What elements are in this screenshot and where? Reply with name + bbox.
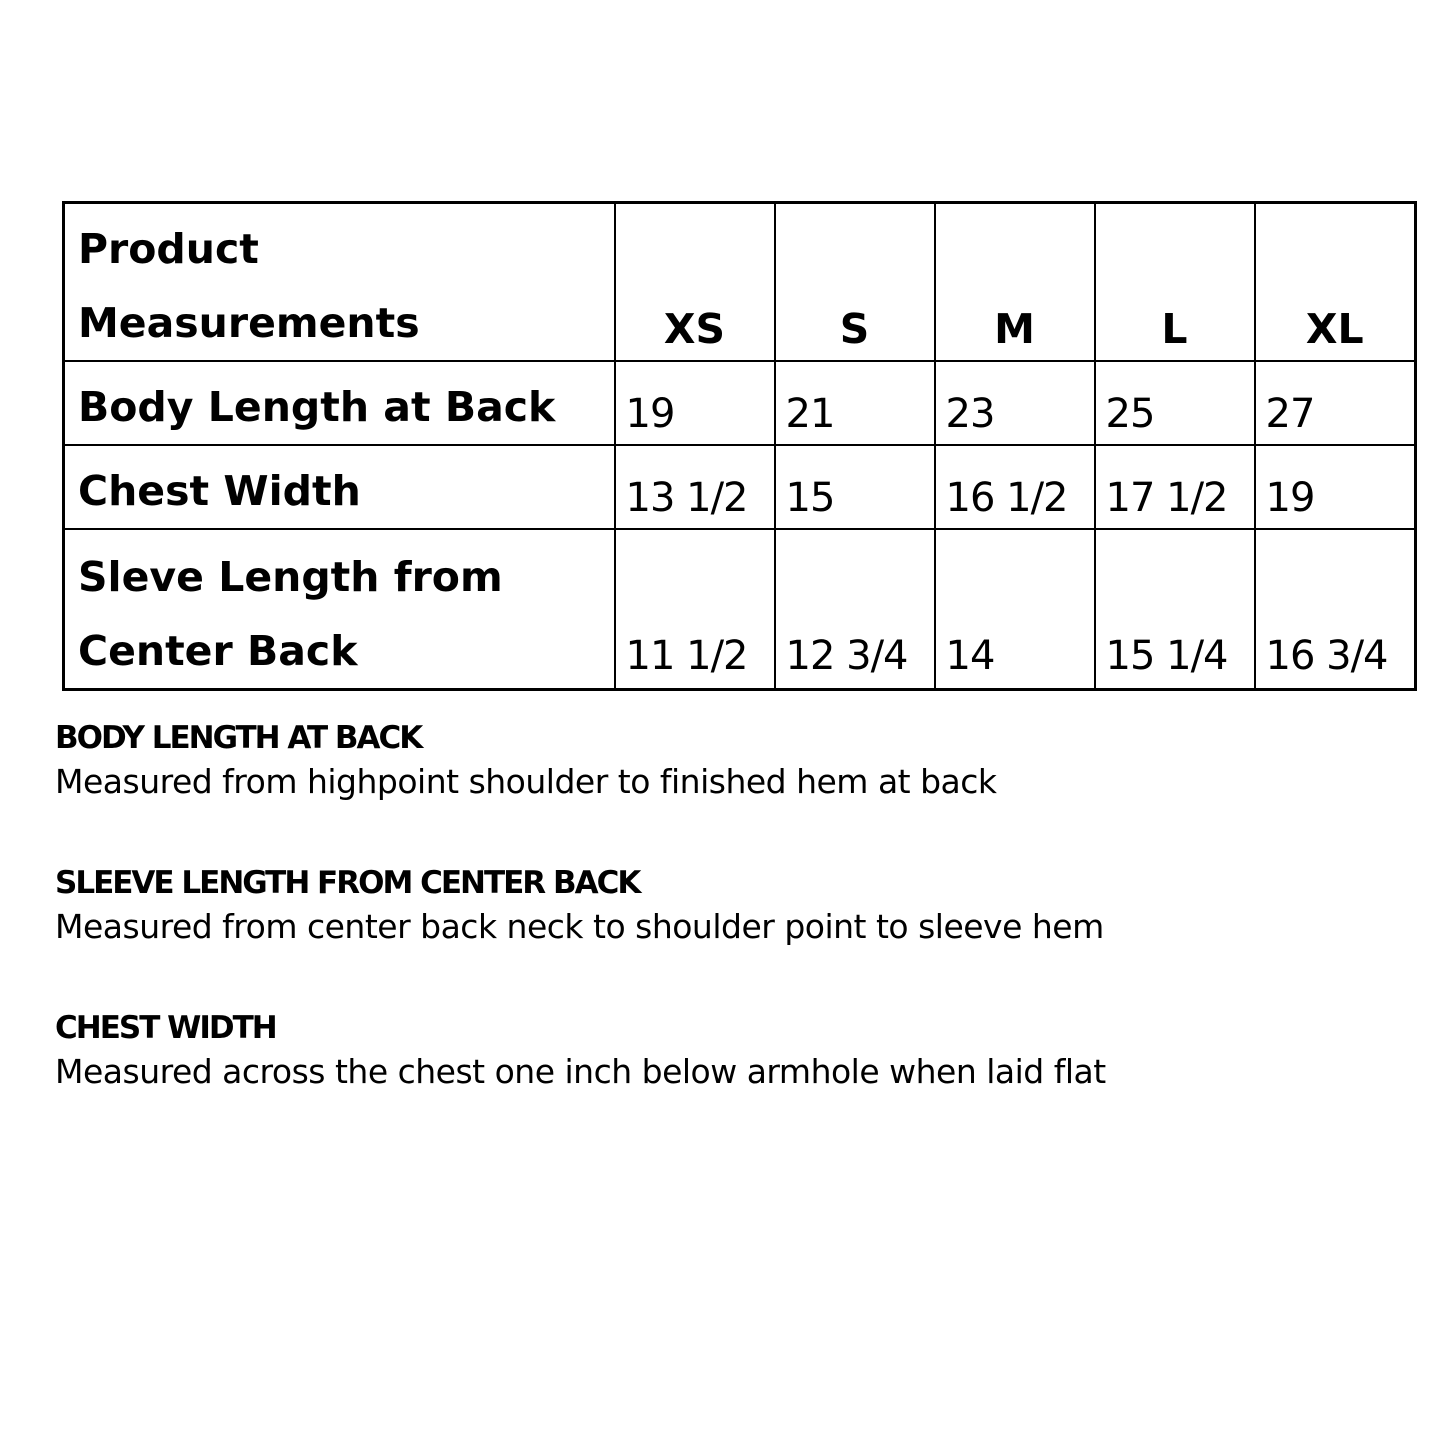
measurement-definitions: [55, 718, 1355, 1153]
definition-title: CHEST WIDTH: [55, 1010, 276, 1046]
definition-text: Measured from highpoint shoulder to finished hem at back: [55, 762, 997, 801]
definition-sleeve-length: [55, 863, 1355, 1008]
table-cell: 17 1/2: [1095, 445, 1255, 529]
definition-body-length: [55, 718, 1355, 863]
table-cell: 19: [615, 361, 775, 445]
size-header-m: M: [935, 203, 1095, 362]
table-cell: 23: [935, 361, 1095, 445]
size-header-xs: XS: [615, 203, 775, 362]
table-cell: 16 1/2: [935, 445, 1095, 529]
table-cell: 21: [775, 361, 935, 445]
table-row: [64, 361, 1416, 445]
table-cell: 14: [935, 529, 1095, 690]
row-label: Body Length at Back: [64, 361, 615, 445]
row-label: Chest Width: [64, 445, 615, 529]
table-cell: 25: [1095, 361, 1255, 445]
table-cell: 19: [1255, 445, 1416, 529]
definition-title: BODY LENGTH AT BACK: [55, 720, 422, 756]
table-cell: 13 1/2: [615, 445, 775, 529]
definition-chest-width: [55, 1008, 1355, 1153]
table-row: [64, 529, 1416, 690]
table-header-row: [64, 203, 1416, 362]
table-cell: 12 3/4: [775, 529, 935, 690]
table-cell: 15: [775, 445, 935, 529]
table-row: [64, 445, 1416, 529]
size-header-xl: XL: [1255, 203, 1416, 362]
table-cell: 16 3/4: [1255, 529, 1416, 690]
definition-title: SLEEVE LENGTH FROM CENTER BACK: [55, 865, 640, 901]
row-label: Sleve Length from Center Back: [64, 529, 615, 690]
size-header-s: S: [775, 203, 935, 362]
size-chart-table: [62, 201, 1417, 691]
table-cell: 11 1/2: [615, 529, 775, 690]
header-label: Product Measurements: [64, 203, 615, 362]
table-cell: 15 1/4: [1095, 529, 1255, 690]
table-cell: 27: [1255, 361, 1416, 445]
size-header-l: L: [1095, 203, 1255, 362]
definition-text: Measured across the chest one inch below armhole when laid flat: [55, 1052, 1106, 1091]
definition-text: Measured from center back neck to shoulder point to sleeve hem: [55, 907, 1104, 946]
